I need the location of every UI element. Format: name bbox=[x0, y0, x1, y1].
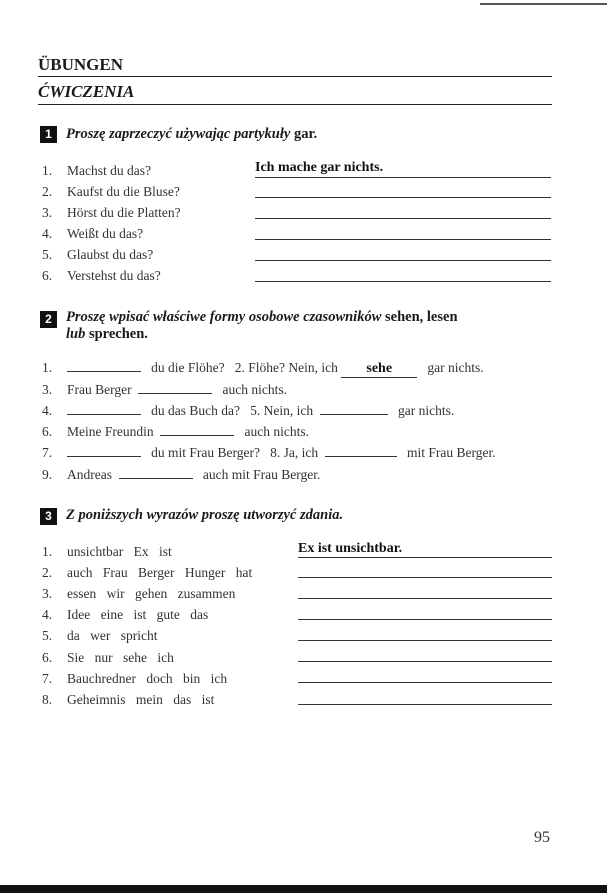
heading-cwiczenia: ĆWICZENIA bbox=[38, 82, 135, 101]
scan-edge-top bbox=[480, 3, 607, 5]
answer-line[interactable] bbox=[298, 557, 552, 558]
scrambled-words: auch Frau Berger Hunger hat bbox=[67, 565, 253, 580]
question-text: Glaubst du das? bbox=[67, 247, 154, 262]
question-text: Weißt du das? bbox=[67, 226, 144, 241]
question-text: Machst du das? bbox=[67, 163, 151, 178]
list-item: Meine Freundin auch nichts. bbox=[67, 424, 309, 439]
question-text: Kaufst du die Bluse? bbox=[67, 184, 180, 199]
exercise-2-instruction: Proszę wpisać właściwe formy osobowe czasowników sehen, lesen bbox=[66, 309, 458, 325]
blank-line[interactable] bbox=[67, 445, 141, 457]
heading-rule bbox=[38, 76, 552, 77]
exercise-3-instruction: Z poniższych wyrazów proszę utworzyć zdania. bbox=[66, 507, 344, 523]
scrambled-words: Geheimnis mein das ist bbox=[67, 692, 215, 707]
scrambled-words: Sie nur sehe ich bbox=[67, 650, 174, 665]
heading-ubungen: ÜBUNGEN bbox=[38, 55, 124, 74]
exercise-1-number-badge: 1 bbox=[40, 126, 57, 143]
answer-line[interactable] bbox=[298, 598, 552, 599]
exercise-2-number-badge: 2 bbox=[40, 311, 57, 328]
blank-line[interactable] bbox=[67, 403, 141, 415]
example-answer: Ex ist unsichtbar. bbox=[298, 541, 403, 556]
blank-line[interactable] bbox=[325, 445, 397, 457]
example-fill-word: sehe bbox=[341, 361, 417, 378]
answer-line[interactable] bbox=[298, 640, 552, 641]
blank-line[interactable] bbox=[160, 424, 234, 436]
answer-line[interactable] bbox=[255, 239, 551, 240]
answer-line[interactable] bbox=[298, 619, 552, 620]
scrambled-words: da wer spricht bbox=[67, 628, 158, 643]
answer-line[interactable] bbox=[298, 577, 552, 578]
scrambled-words: unsichtbar Ex ist bbox=[67, 544, 172, 559]
answer-line[interactable] bbox=[298, 661, 552, 662]
blank-line[interactable] bbox=[320, 403, 388, 415]
list-item: du die Flöhe? 2. Flöhe? Nein, ich sehe gar nichts. bbox=[67, 360, 484, 378]
answer-line[interactable] bbox=[255, 197, 551, 198]
list-item: Andreas auch mit Frau Berger. bbox=[67, 467, 321, 482]
scrambled-words: Idee eine ist gute das bbox=[67, 607, 209, 622]
answer-line[interactable] bbox=[255, 218, 551, 219]
answer-line[interactable] bbox=[255, 177, 551, 178]
blank-line[interactable] bbox=[119, 467, 193, 479]
answer-line[interactable] bbox=[298, 704, 552, 705]
page-number: 95 bbox=[534, 829, 550, 846]
exercise-1-instruction: Proszę zaprzeczyć używając partykuły gar. bbox=[66, 126, 318, 142]
example-answer: Ich mache gar nichts. bbox=[255, 160, 384, 175]
heading-rule bbox=[38, 104, 552, 105]
question-text: Hörst du die Platten? bbox=[67, 205, 181, 220]
answer-line[interactable] bbox=[255, 281, 551, 282]
answer-line[interactable] bbox=[298, 682, 552, 683]
exercise-2-instruction-line2: lub sprechen. bbox=[66, 326, 148, 342]
scan-edge-bottom bbox=[0, 885, 607, 893]
scrambled-words: Bauchredner doch bin ich bbox=[67, 671, 228, 686]
blank-line[interactable] bbox=[138, 382, 212, 394]
list-item: du das Buch da? 5. Nein, ich gar nichts. bbox=[67, 403, 454, 419]
list-item: Frau Berger auch nichts. bbox=[67, 382, 287, 397]
blank-line[interactable] bbox=[67, 360, 141, 372]
question-text: Verstehst du das? bbox=[67, 268, 161, 283]
scrambled-words: essen wir gehen zusammen bbox=[67, 586, 236, 601]
exercise-3-number-badge: 3 bbox=[40, 508, 57, 525]
answer-line[interactable] bbox=[255, 260, 551, 261]
list-item: du mit Frau Berger? 8. Ja, ich mit Frau Berger. bbox=[67, 445, 496, 461]
